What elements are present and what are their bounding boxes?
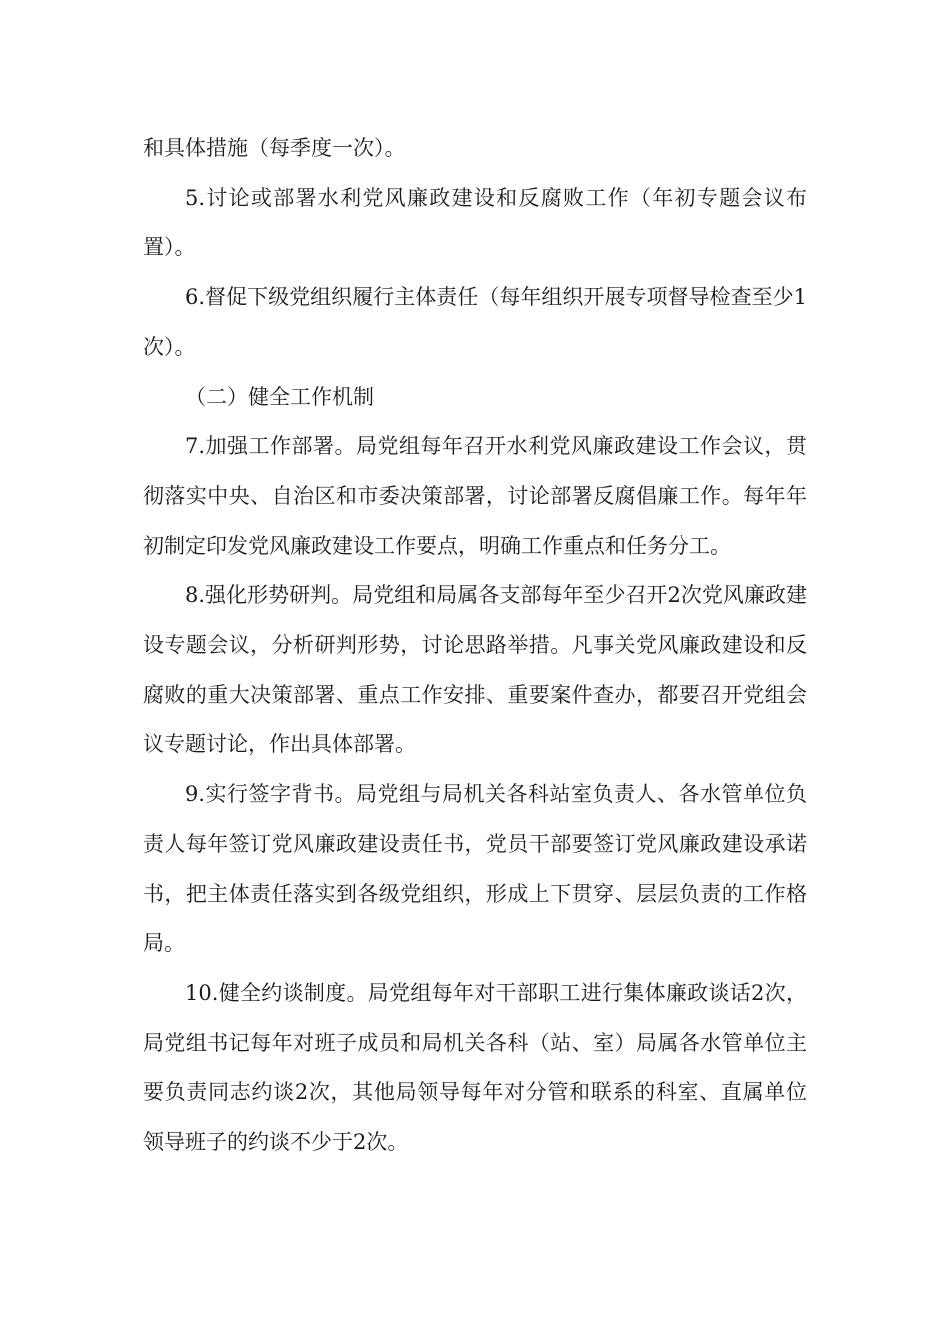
paragraph-item-8: 8.强化形势研判。局党组和局属各支部每年至少召开2次党风廉政建设专题会议，分析研判形势，讨论思路举措。凡事关党风廉政建设和反腐败的重大决策部署、重点工作安排、重要案件查办，都要召开党组会议专题讨论，作出具体部署。 [143,583,807,757]
paragraph-item-10: 10.健全约谈制度。局党组每年对干部职工进行集体廉政谈话2次，局党组书记每年对班子成员和局机关各科（站、室）局属各水管单位主要负责同志约谈2次，其他局领导每年对分管和联系的科室、直属单位领导班子的约谈不少于2次。 [143,980,807,1155]
paragraph-continuation: 和具体措施（每季度一次）。 [143,136,406,160]
paragraph-item-5: 5.讨论或部署水利党风廉政建设和反腐败工作（年初专题会议布置）。 [143,185,807,260]
paragraph-item-7: 7.加强工作部署。局党组每年召开水利党风廉政建设工作会议，贯彻落实中央、自治区和市委决策部署，讨论部署反腐倡廉工作。每年年初制定印发党风廉政建设工作要点，明确工作重点和任务分工。 [143,434,807,558]
section-heading-2: （二）健全工作机制 [185,384,374,409]
paragraph-item-6: 6.督促下级党组织履行主体责任（每年组织开展专项督导检查至少1次）。 [143,285,807,359]
paragraph-item-9: 9.实行签字背书。局党组与局机关各科站室负责人、各水管单位负责人每年签订党风廉政建设责任书，党员干部要签订党风廉政建设承诺书，把主体责任落实到各级党组织，形成上下贯穿、层层负责的工作格局。 [143,782,807,956]
document-body [143,124,807,1168]
